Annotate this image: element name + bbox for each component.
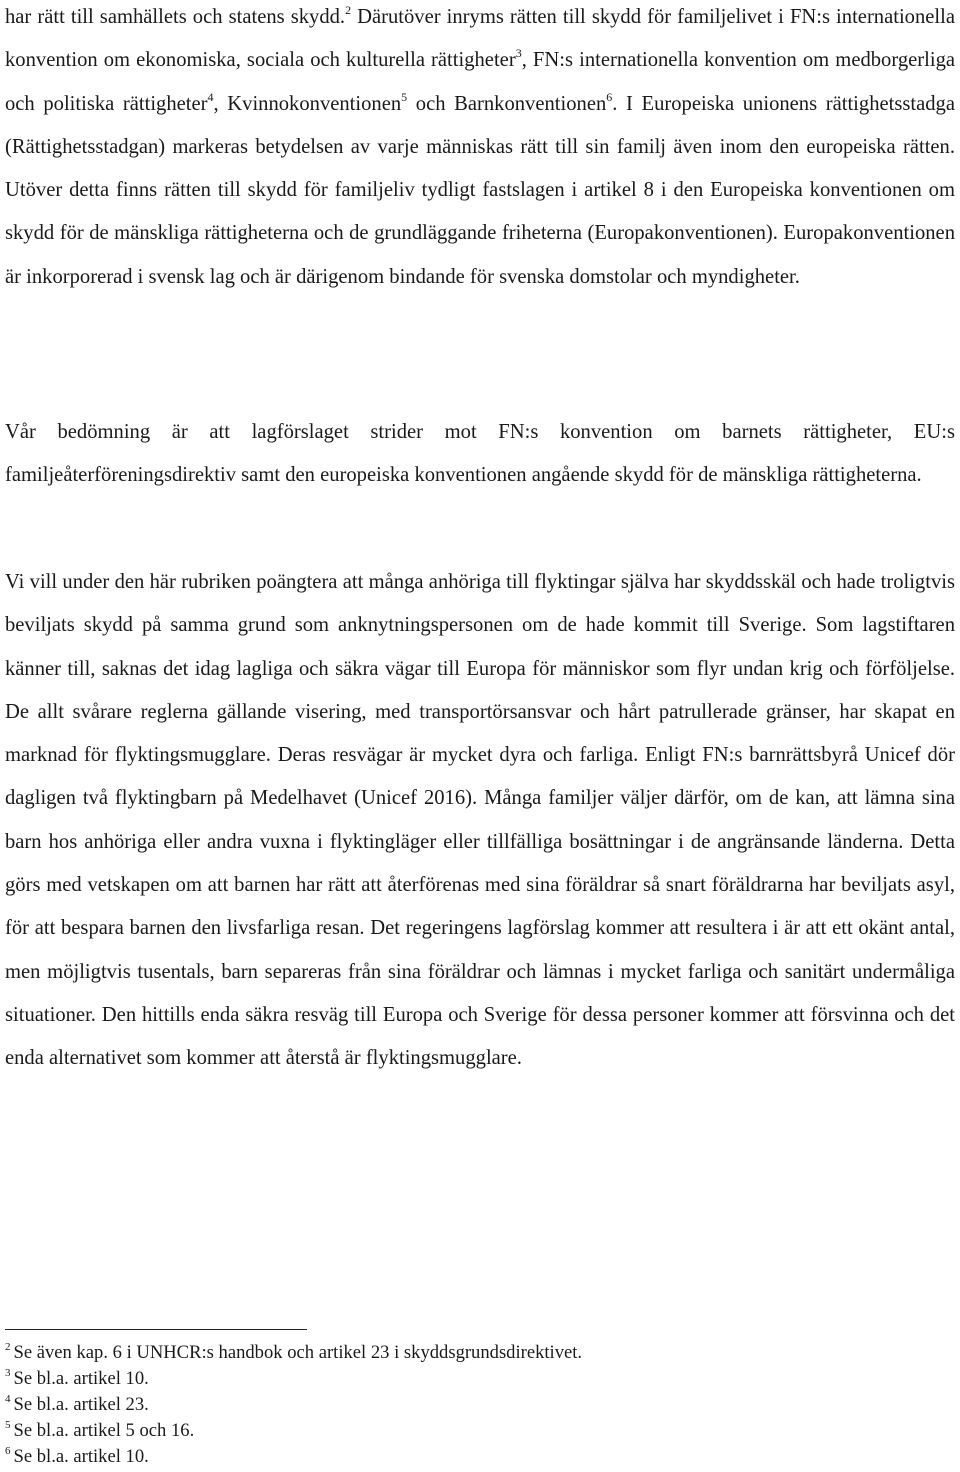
footnote-number: 4: [5, 1393, 11, 1405]
footnote-number: 2: [5, 1341, 11, 1353]
footnote-ref-3: 3: [515, 46, 522, 61]
body-paragraph-1: [5, 0, 955, 299]
footnote-number: 3: [5, 1367, 11, 1379]
footnote-text: Se bl.a. artikel 10.: [13, 1446, 149, 1467]
footnote-6: [5, 1444, 955, 1470]
footnote-ref-4: 4: [207, 89, 214, 104]
footnote-number: 6: [5, 1445, 11, 1457]
footnote-2: [5, 1340, 955, 1366]
paragraph-text: , FN:s internationella konvention om medborgerliga och politiska rättigheter: [5, 49, 956, 115]
body-paragraph-3: [5, 561, 955, 1081]
footnote-ref-5: 5: [401, 89, 408, 104]
body-paragraph-2: [5, 411, 955, 498]
paragraph-text: , Kvinnokonventionen: [213, 92, 402, 115]
paragraph-text: och Barnkonventionen: [407, 92, 607, 115]
footnote-ref-2: 2: [345, 3, 352, 17]
footnote-text: Se bl.a. artikel 10.: [13, 1368, 149, 1389]
footnote-ref-6: 6: [606, 89, 613, 104]
footnote-separator: [5, 1329, 307, 1330]
paragraph-text: Därutöver inryms rätten till skydd för familjelivet i FN:s internationella konvention om ekonomiska, sociala och kulturella rättigheter: [5, 6, 955, 72]
footnotes: [5, 1340, 955, 1470]
paragraph-text: har rätt till samhällets och statens skydd.: [5, 6, 346, 28]
footnote-4: [5, 1392, 955, 1418]
paragraph-text: . I Europeiska unionens rättighetsstadga (Rättighetsstadgan) markeras betydelsen av varje människas rätt till sin familj även inom den europeiska rätten. Utöver detta finns rätten till skydd för familjeliv tydligt fastslagen i artikel 8 i den Europeiska konventionen om skydd för de mänskliga rättigheterna och de grundläggande friheterna (Europakonventionen). Europakonventionen är inkorporerad i svensk lag och är därigenom bindande för svenska domstolar och myndigheter.: [5, 92, 955, 288]
footnote-5: [5, 1418, 955, 1444]
paragraph-text: Vi vill under den här rubriken poängtera att många anhöriga till flyktingar själva har skyddsskäl och hade troligtvis beviljats skydd på samma grund som anknytningspersonen om de hade kommit till Sverige. Som lagstiftaren känner till, saknas det idag lagliga och säkra vägar till Europa för människor som flyr undan krig och förföljelse. De allt svårare reglerna gällande visering, med transportörsansvar och hårt patrullerade gränser, har skapat en marknad för flyktingsmugglare. Deras resvägar är mycket dyra och farliga. Enligt FN:s barnrättsbyrå Unicef dör dagligen två flyktingbarn på Medelhavet (Unicef 2016). Många familjer väljer därför, om de kan, att lämna sina barn hos anhöriga eller andra vuxna i flyktingläger eller tillfälliga bosättningar i de angränsande länderna. Detta görs med vetskapen om att barnen har rätt att återförenas med sina föräldrar så snart föräldrarna har beviljats asyl, för att bespara barnen den livsfarliga resan. Det regeringens lagförslag kommer att resultera i är att ett okänt antal, men möjligtvis tusentals, barn separeras från sina föräldrar och lämnas i mycket farliga och sanitärt undermåliga situationer. Den hittills enda säkra resväg till Europa och Sverige för dessa personer kommer att försvinna och det enda alternativet som kommer att återstå är flyktingsmugglare.: [5, 571, 955, 1070]
footnote-text: Se även kap. 6 i UNHCR:s handbok och artikel 23 i skyddsgrundsdirektivet.: [13, 1342, 583, 1363]
paragraph-text: Vår bedömning är att lagförslaget strider mot FN:s konvention om barnets rättigheter, EU:s familjeåterföreningsdirektiv samt den europeiska konventionen angående skydd för de mänskliga rättigheterna.: [5, 421, 955, 487]
footnote-text: Se bl.a. artikel 23.: [13, 1394, 149, 1415]
footnote-3: [5, 1366, 955, 1392]
footnote-number: 5: [5, 1419, 11, 1431]
footnote-text: Se bl.a. artikel 5 och 16.: [13, 1420, 195, 1441]
